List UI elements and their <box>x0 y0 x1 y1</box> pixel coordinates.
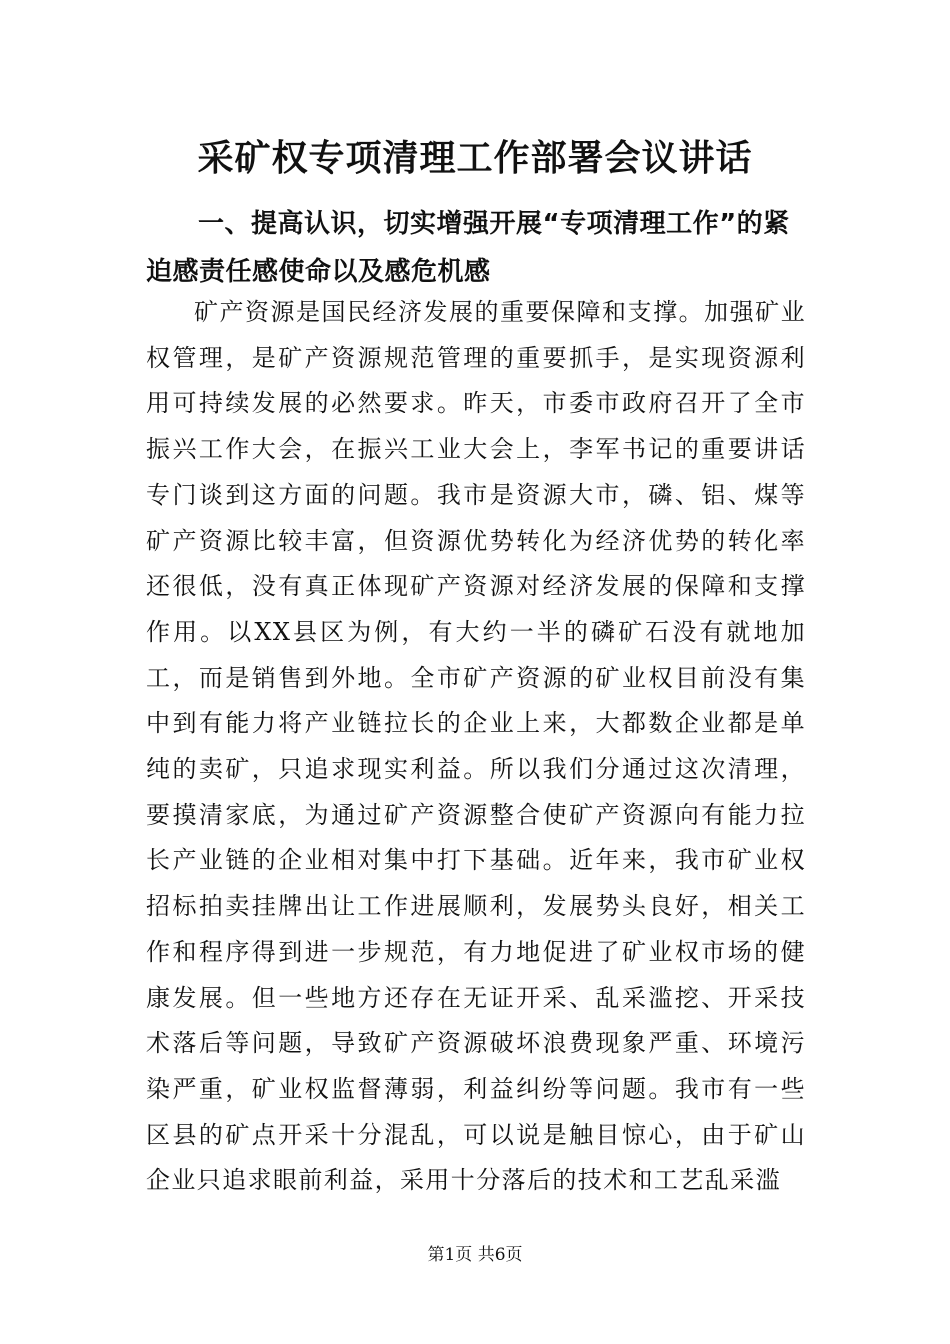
document-title: 采矿权专项清理工作部署会议讲话 <box>197 137 753 179</box>
body-paragraph: 矿产资源是国民经济发展的重要保障和支撑。加强矿业权管理，是矿产资源规范管理的重要抓手，是实现资源利用可持续发展的必然要求。昨天，市委市政府召开了全市振兴工作大会，在振兴工业大会上，李军书记的重要讲话专门谈到这方面的问题。我市是资源大市，磷、铝、煤等矿产资源比较丰富，但资源优势转化为经济优势的转化率还很低，没有真正体现矿产资源对经济发展的保障和支撑作用。以XX县区为例，有大约一半的磷矿石没有就地加工，而是销售到外地。全市矿产资源的矿业权目前没有集中到有能力将产业链拉长的企业上来，大都数企业都是单纯的卖矿，只追求现实利益。所以我们分通过这次清理，要摸清家底，为通过矿产资源整合使矿产资源向有能力拉长产业链的企业相对集中打下基础。近年来，我市矿业权招标拍卖挂牌出让工作进展顺利，发展势头良好，相关工作和程序得到进一步规范，有力地促进了矿业权市场的健康发展。但一些地方还存在无证开采、乱采滥挖、开采技术落后等问题，导致矿产资源破坏浪费现象严重、环境污染严重，矿业权监督薄弱，利益纠纷等问题。我市有一些区县的矿点开采十分混乱，可以说是触目惊心，由于矿山企业只追求眼前利益，采用十分落后的技术和工艺乱采滥 <box>146 298 806 1195</box>
section-heading: 一、提高认识，切实增强开展“专项清理工作”的紧迫感责任感使命以及感危机感 <box>146 209 790 287</box>
page-number: 第1页 共6页 <box>427 1245 523 1265</box>
